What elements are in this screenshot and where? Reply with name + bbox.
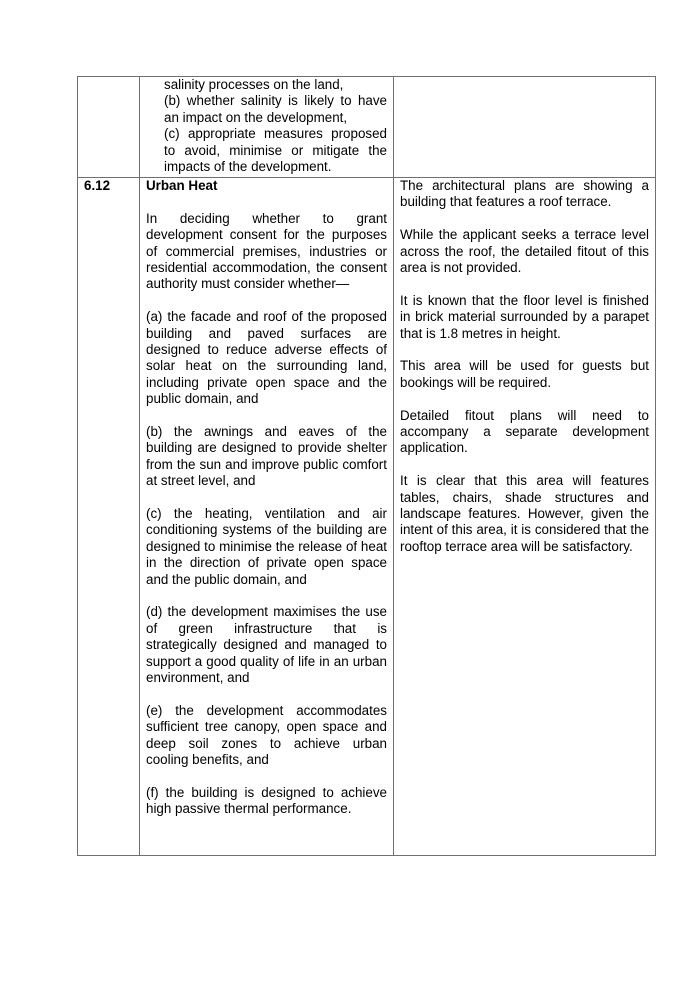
clause-paragraph: (f) the building is designed to achieve high passive thermal performance. [146,784,387,817]
comment-paragraph: Detailed fitout plans will need to accompany a separate development application. [400,407,649,456]
clause-heading: Urban Heat [146,178,218,193]
comment-paragraph: While the applicant seeks a terrace level across the roof, the detailed fitout of this area is not provided. [400,227,649,276]
clause-text-cell [140,178,394,856]
assessment-table [77,76,656,856]
clause-line: (c) appropriate measures proposed to avoid, minimise or mitigate the impacts of the development. [164,126,387,175]
table-row-urban-heat [78,178,656,856]
clause-paragraph: (e) the development accommodates sufficient tree canopy, open space and deep soil zones to achieve urban cooling benefits, and [146,702,387,768]
clause-paragraph: (c) the heating, ventilation and air conditioning systems of the building are designed to minimise the release of heat in the direction of private open space and the public domain, and [146,506,387,587]
clause-paragraph: In deciding whether to grant development consent for the purposes of commercial premises, industries or residential accommodation, the consent authority must consider whether— [146,210,387,292]
comment-paragraph: The architectural plans are showing a building that features a roof terrace. [400,178,649,210]
clause-number-cell [78,77,140,178]
clause-paragraph: (b) the awnings and eaves of the building are designed to provide shelter from the sun and improve public comfort at street level, and [146,424,387,489]
table-row-salinity [78,77,656,178]
clause-line: salinity processes on the land, [164,77,344,92]
comment-paragraph: It is clear that this area will features tables, chairs, shade structures and landscape features. However, given the intent of this area, it is considered that the rooftop terrace area will be satisfactory. [400,473,649,554]
clause-paragraph: (a) the facade and roof of the proposed building and paved surfaces are designed to reduce adverse effects of solar heat on the surrounding land, including private open space and the public domain, and [146,309,387,407]
clause-paragraph: (d) the development maximises the use of green infrastructure that is strategically designed and managed to support a good quality of life in an urban environment, and [146,604,387,686]
clause-line: (b) whether salinity is likely to have an impact on the development, [164,93,387,125]
comment-paragraph: This area will be used for guests but bookings will be required. [400,358,649,390]
clause-number-cell [78,178,140,856]
clause-text-cell [140,77,394,178]
clause-number: 6.12 [84,178,111,193]
comment-paragraph: It is known that the floor level is finished in brick material surrounded by a parapet that is 1.8 metres in height. [400,292,649,341]
comment-cell [394,77,656,178]
comment-cell [394,178,656,856]
